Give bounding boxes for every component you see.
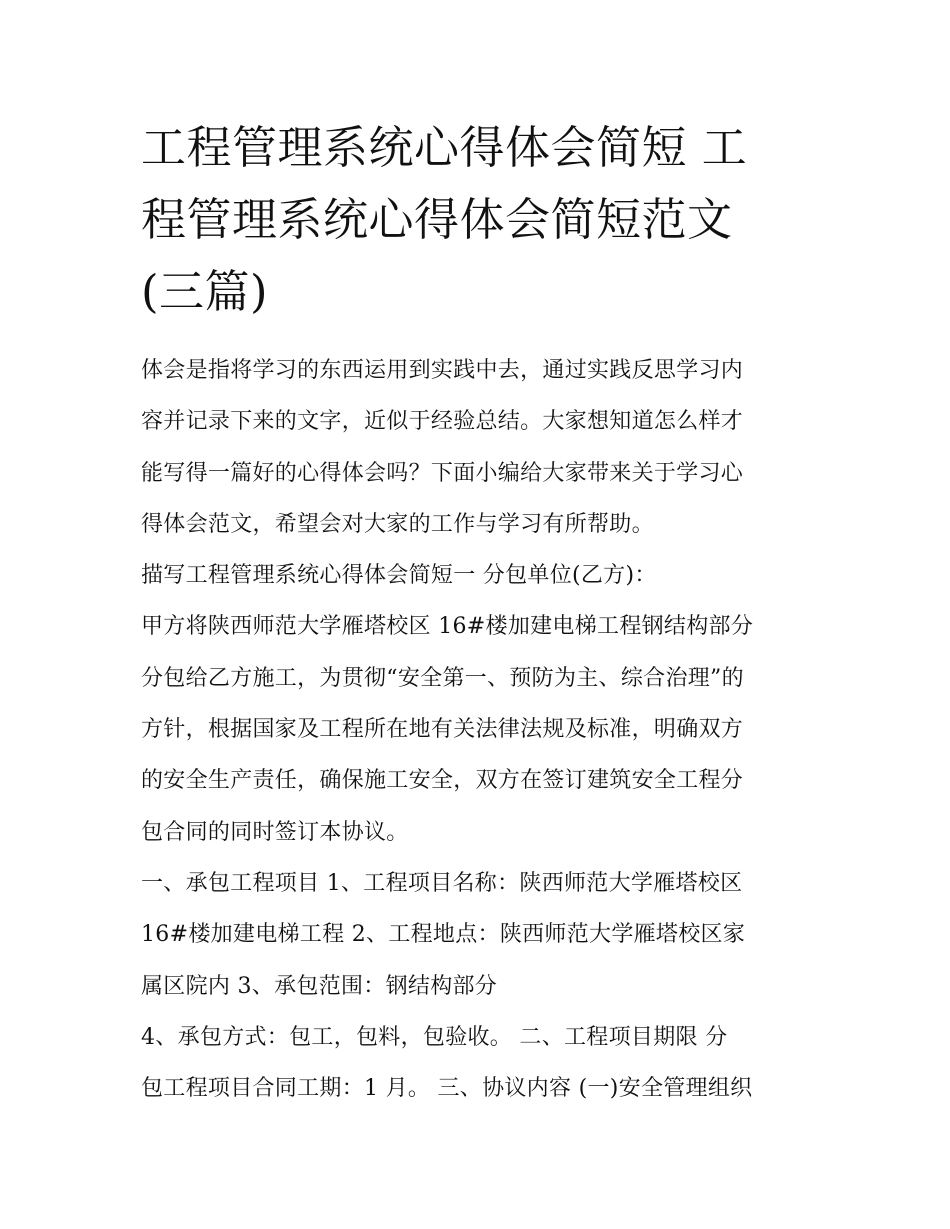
- body-line: 属区院内 3、承包范围：钢结构部分: [141, 973, 498, 999]
- body-line: 容并记录下来的文字，近似于经验总结。大家想知道怎么样才: [141, 409, 744, 435]
- body-line: 能写得一篇好的心得体会吗？下面小编给大家带来关于学习心: [141, 460, 744, 486]
- body-line: 包工程项目合同工期：1 月。 三、协议内容 (一)安全管理组织: [141, 1076, 753, 1102]
- title-line: 程管理系统心得体会简短范文: [141, 193, 733, 246]
- document-body: [141, 345, 813, 1114]
- body-line: 方针，根据国家及工程所在地有关法律法规及标准，明确双方: [141, 717, 744, 743]
- body-line: 体会是指将学习的东西运用到实践中去，通过实践反思学习内: [141, 358, 744, 383]
- body-line: 的安全生产责任，确保施工安全，双方在签订建筑安全工程分: [141, 768, 744, 794]
- section-heading-line: 描写工程管理系统心得体会简短一 分包单位(乙方)：: [141, 563, 657, 589]
- document-page: [141, 112, 813, 1114]
- body-line: 得体会范文，希望会对大家的工作与学习有所帮助。: [141, 511, 654, 537]
- title-line: 工程管理系统心得体会简短 工: [141, 121, 748, 174]
- body-line: 甲方将陕西师范大学雁塔校区 16#楼加建电梯工程钢结构部分: [141, 614, 754, 640]
- body-line: 4、承包方式：包工，包料，包验收。 二、工程项目期限 分: [141, 1024, 728, 1050]
- body-line: 分包给乙方施工，为贯彻“安全第一、预防为主、综合治理”的: [141, 665, 744, 691]
- document-title: [141, 112, 813, 328]
- body-line: 一、承包工程项目 1、工程项目名称：陕西师范大学雁塔校区: [141, 870, 743, 896]
- title-line: (三篇): [141, 265, 269, 318]
- body-line: 包合同的同时签订本协议。: [141, 819, 409, 845]
- body-line: 16#楼加建电梯工程 2、工程地点：陕西师范大学雁塔校区家: [141, 922, 746, 948]
